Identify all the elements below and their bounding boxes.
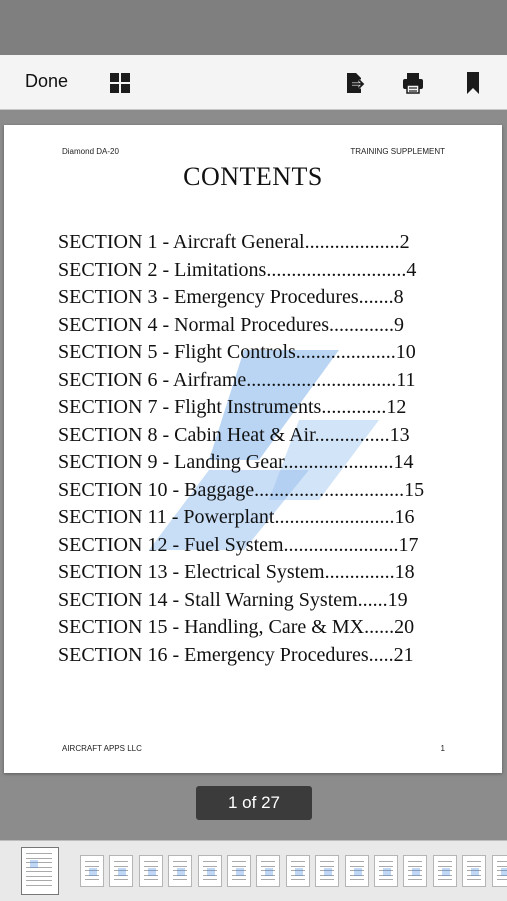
document-viewer[interactable] — [0, 110, 507, 840]
page-header-right: TRAINING SUPPLEMENT — [350, 147, 445, 156]
thumbnail[interactable] — [345, 855, 369, 887]
toc-entry[interactable]: SECTION 7 - Flight Instruments.............12 — [58, 396, 407, 418]
thumbnail[interactable] — [168, 855, 192, 887]
thumbnail[interactable] — [139, 855, 163, 887]
toc-entry[interactable]: SECTION 11 - Powerplant........................16 — [58, 506, 415, 528]
thumbnail-active[interactable] — [21, 847, 59, 895]
share-icon[interactable] — [343, 71, 367, 95]
toc-entry[interactable]: SECTION 12 - Fuel System.......................17 — [58, 533, 419, 556]
thumbnail[interactable] — [315, 855, 339, 887]
thumbnail[interactable] — [374, 855, 398, 887]
toc-entry[interactable]: SECTION 5 - Flight Controls....................10 — [58, 341, 416, 363]
thumbnail[interactable] — [462, 855, 486, 887]
toc-entry[interactable]: SECTION 2 - Limitations............................4 — [58, 258, 417, 281]
toc-entry[interactable]: SECTION 3 - Emergency Procedures.......8 — [58, 286, 404, 308]
toc-entry[interactable]: SECTION 16 - Emergency Procedures.....21 — [58, 643, 414, 666]
page-number: 1 — [440, 744, 445, 753]
toc-entry[interactable]: SECTION 6 - Airframe..............................11 — [58, 368, 416, 391]
toc-entry[interactable]: SECTION 4 - Normal Procedures.............9 — [58, 313, 405, 336]
thumbnail[interactable] — [80, 855, 104, 887]
toc-entry[interactable]: SECTION 14 - Stall Warning System......19 — [58, 588, 408, 611]
thumbnail-strip[interactable] — [0, 840, 507, 901]
status-area — [0, 0, 507, 55]
thumbnail[interactable] — [403, 855, 427, 887]
toc-entry[interactable]: SECTION 15 - Handling, Care & MX......20 — [58, 616, 415, 638]
toc-entry[interactable]: SECTION 1 - Aircraft General...................2 — [58, 231, 410, 253]
document-page[interactable] — [4, 125, 502, 773]
thumbnail[interactable] — [227, 855, 251, 887]
toc-entry[interactable]: SECTION 9 - Landing Gear......................14 — [58, 451, 414, 473]
toc-entry[interactable]: SECTION 10 - Baggage..............................15 — [58, 478, 425, 501]
thumbnail[interactable] — [198, 855, 222, 887]
print-icon[interactable] — [401, 71, 425, 95]
toc-entry[interactable]: SECTION 8 - Cabin Heat & Air...............13 — [58, 423, 410, 446]
thumbnail[interactable] — [492, 855, 507, 887]
grid-icon[interactable] — [108, 71, 132, 95]
thumbnail[interactable] — [286, 855, 310, 887]
page-header-left: Diamond DA-20 — [62, 147, 119, 156]
page-indicator: 1 of 27 — [196, 786, 312, 820]
toc-entry[interactable]: SECTION 13 - Electrical System..............18 — [58, 561, 415, 583]
bookmark-icon[interactable] — [461, 71, 485, 95]
contents-title: CONTENTS — [183, 162, 323, 191]
thumbnail[interactable] — [109, 855, 133, 887]
done-button[interactable]: Done — [25, 71, 69, 91]
toolbar — [0, 55, 507, 110]
table-of-contents — [58, 229, 458, 669]
thumbnail[interactable] — [256, 855, 280, 887]
thumbnail[interactable] — [433, 855, 457, 887]
page-footer-left: AIRCRAFT APPS LLC — [62, 744, 142, 753]
